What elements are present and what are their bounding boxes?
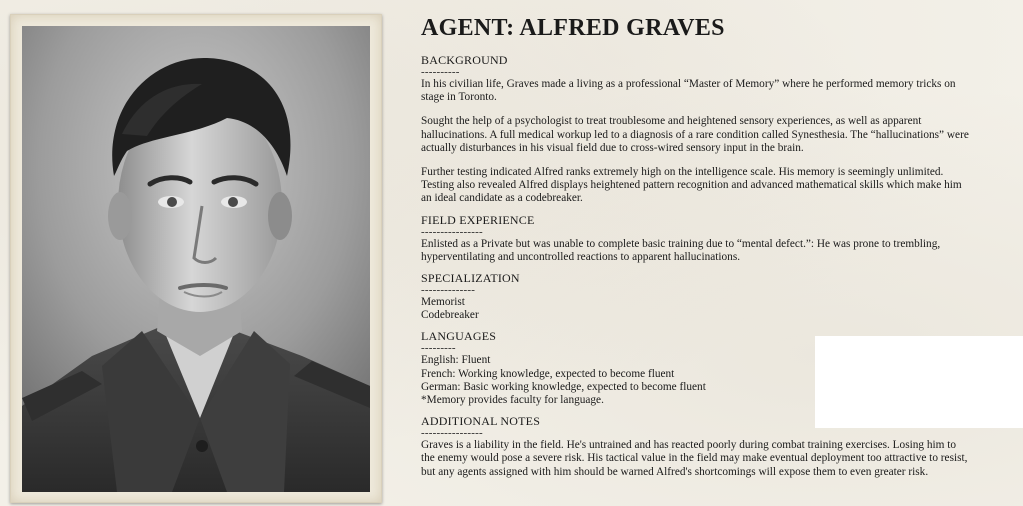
paragraph-line: In his civilian life, Graves made a living as a professional “Master of Memory” where he performed memory tricks on: [421, 78, 956, 90]
paragraph: [421, 238, 1016, 264]
paragraph-line: an ideal candidate as a codebreaker.: [421, 192, 583, 205]
paragraph-line: hyperventilating and uncontrolled reactions to apparent hallucinations.: [421, 250, 741, 263]
agent-dossier: [421, 12, 1016, 479]
photo-frame: [10, 14, 382, 503]
list: [421, 354, 1016, 407]
section-rule: ---------: [421, 342, 456, 355]
paragraph-line: Further testing indicated Alfred ranks extremely high on the intelligence scale. His memory is seemingly unlimited.: [421, 166, 944, 179]
list-item: French: Working knowledge, expected to become fluent: [421, 367, 675, 380]
paragraph: [421, 115, 1016, 155]
paragraph-line: hallucinations. A full medical workup led to a diagnosis of a rare condition called Synesthesia. The “hallucinations” were: [421, 128, 969, 141]
section-heading-additional-notes: ADDITIONAL NOTES: [421, 414, 541, 429]
section-rule: ----------------: [421, 427, 483, 440]
paragraph-line: the enemy would pose a severe risk. His tactical value in the field may make eventual deployment too attractive to resist,: [421, 452, 968, 465]
section-rule: --------------: [421, 284, 476, 297]
list-item: Codebreaker: [421, 309, 479, 322]
page-title: AGENT: ALFRED GRAVES: [421, 15, 725, 41]
section-heading-background: BACKGROUND: [421, 53, 508, 67]
list-item: Memorist: [421, 296, 465, 309]
section-rule: ----------: [421, 66, 460, 78]
list-item: English: Fluent: [421, 354, 491, 367]
section-background: [421, 53, 1016, 206]
paragraph: [421, 439, 1016, 479]
section-heading-languages: LANGUAGES: [421, 329, 497, 344]
list-item: German: Basic working knowledge, expected to become fluent: [421, 380, 706, 393]
paragraph-line: Enlisted as a Private but was unable to complete basic training due to “mental defect.”: He was prone to trembling,: [421, 237, 941, 250]
paragraph-line: Testing also revealed Alfred displays heightened pattern recognition and advanced mathematical skills which make him: [421, 179, 962, 192]
section-heading-specialization: SPECIALIZATION: [421, 271, 520, 286]
paragraph-line: Graves is a liability in the field. He's untrained and has reacted poorly during combat training exercises. Losing him to: [421, 439, 957, 452]
list: [421, 296, 1016, 322]
portrait-illustration: [22, 26, 370, 492]
paragraph-line: but any agents assigned with him should be warned Alfred's shortcomings will expose them to even greater risk.: [421, 465, 929, 478]
paragraph: [421, 78, 1016, 104]
list-item: *Memory provides faculty for language.: [421, 394, 604, 407]
paragraph: [421, 166, 1016, 206]
section-specialization: [421, 271, 1016, 322]
agent-portrait-photo: [22, 26, 370, 492]
section-rule: ----------------: [421, 225, 483, 238]
paragraph-line: actually disturbances in his visual field due to cross-wired sensory input in the brain.: [421, 141, 804, 154]
paragraph-line: stage in Toronto.: [421, 91, 497, 104]
section-field-experience: [421, 213, 1016, 264]
section-additional-notes: [421, 414, 1016, 479]
paragraph-line: Sought the help of a psychologist to treat troublesome and heightened sensory experiences, as well as apparent: [421, 115, 922, 128]
section-languages: [421, 329, 1016, 407]
section-heading-field-experience: FIELD EXPERIENCE: [421, 212, 535, 227]
